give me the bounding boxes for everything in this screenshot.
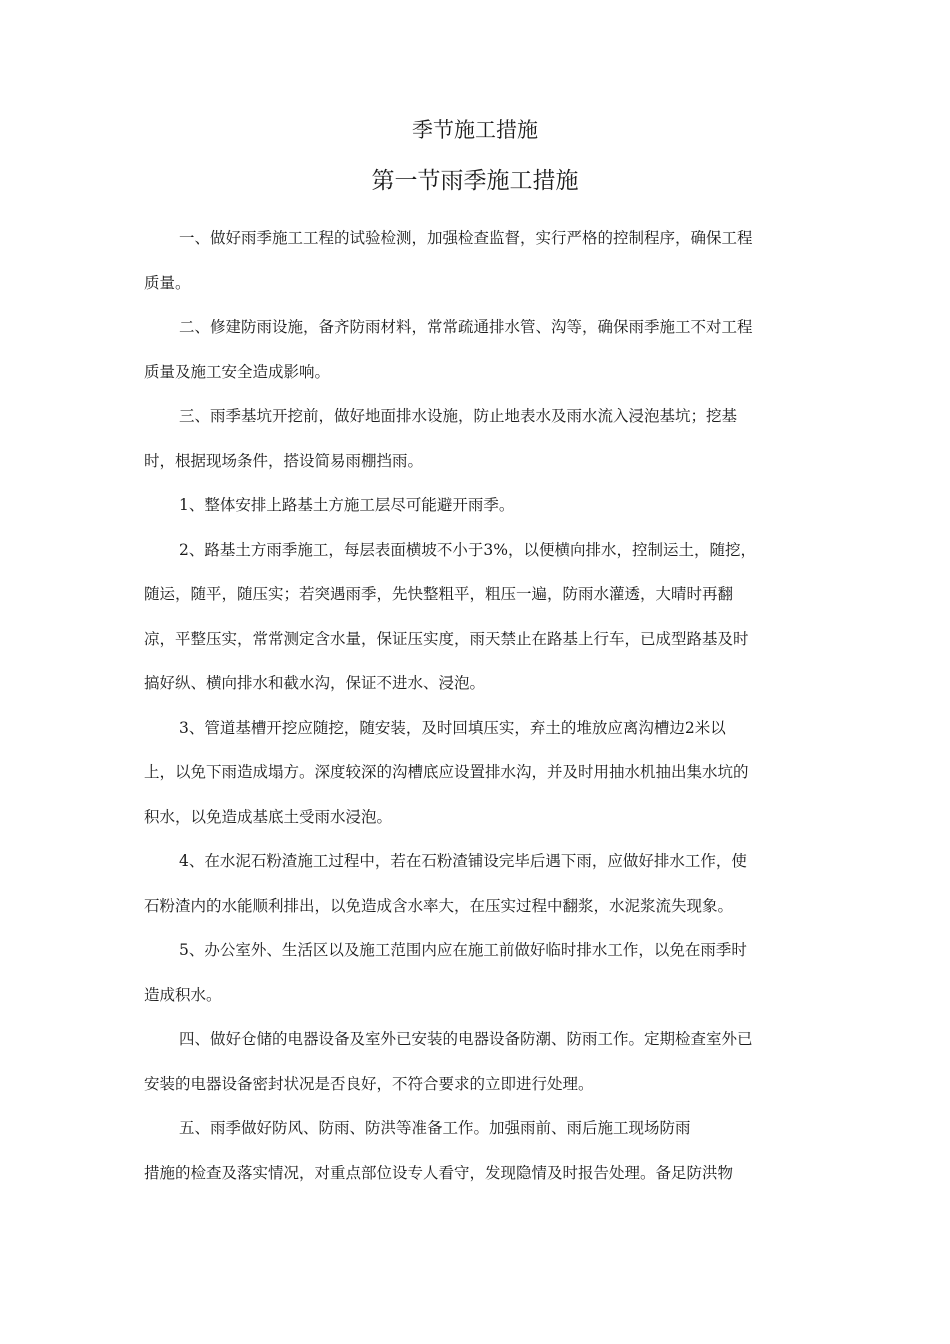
paragraph-line: 质量。	[144, 274, 191, 292]
paragraph-line: 4、在水泥石粉渣施工过程中，若在石粉渣铺设完毕后遇下雨，应做好排水工作，使	[179, 852, 747, 870]
paragraph-line: 五、雨季做好防风、防雨、防洪等准备工作。加强雨前、雨后施工现场防雨	[179, 1119, 691, 1137]
paragraph-line: 石粉渣内的水能顺利排出，以免造成含水率大，在压实过程中翻浆，水泥浆流失现象。	[144, 897, 734, 915]
paragraph-line: 造成积水。	[144, 986, 222, 1004]
section-title: 第一节雨季施工措施	[371, 168, 579, 194]
paragraph-line: 1、整体安排上路基土方施工层尽可能避开雨季。	[179, 496, 515, 514]
paragraph-line: 措施的检查及落实情况，对重点部位设专人看守，发现隐情及时报告处理。备足防洪物	[144, 1164, 734, 1182]
paragraph-line: 二、修建防雨设施，备齐防雨材料，常常疏通排水管、沟等，确保雨季施工不对工程	[179, 318, 753, 336]
paragraph-line: 搞好纵、横向排水和截水沟，保证不进水、浸泡。	[144, 674, 486, 692]
paragraph-line: 随运，随平，随压实；若突遇雨季，先快整粗平，粗压一遍，防雨水灌透，大晴时再翻	[144, 585, 734, 603]
paragraph-line: 一、做好雨季施工工程的试验检测，加强检查监督，实行严格的控制程序，确保工程	[179, 229, 753, 247]
paragraph-line: 2、路基土方雨季施工，每层表面横坡不小于3%，以便横向排水，控制运土，随挖，	[179, 541, 756, 559]
document-title: 季节施工措施	[412, 118, 538, 142]
paragraph-line: 上，以免下雨造成塌方。深度较深的沟槽底应设置排水沟，并及时用抽水机抽出集水坑的	[144, 763, 749, 781]
paragraph-line: 质量及施工安全造成影响。	[144, 363, 331, 381]
paragraph-line: 3、管道基槽开挖应随挖，随安装，及时回填压实，弃土的堆放应离沟槽边2米以	[179, 719, 726, 737]
paragraph-line: 积水，以免造成基底土受雨水浸泡。	[144, 808, 393, 826]
paragraph-line: 三、雨季基坑开挖前，做好地面排水设施，防止地表水及雨水流入浸泡基坑；挖基	[179, 407, 738, 425]
paragraph-line: 安装的电器设备密封状况是否良好，不符合要求的立即进行处理。	[144, 1075, 594, 1093]
paragraph-line: 四、做好仓储的电器设备及室外已安装的电器设备防潮、防雨工作。定期检查室外已	[179, 1030, 753, 1048]
paragraph-line: 时，根据现场条件，搭设简易雨棚挡雨。	[144, 452, 424, 470]
paragraph-line: 5、办公室外、生活区以及施工范围内应在施工前做好临时排水工作，以免在雨季时	[179, 941, 747, 959]
paragraph-line: 凉，平整压实，常常测定含水量，保证压实度，雨天禁止在路基上行车，已成型路基及时	[144, 630, 749, 648]
